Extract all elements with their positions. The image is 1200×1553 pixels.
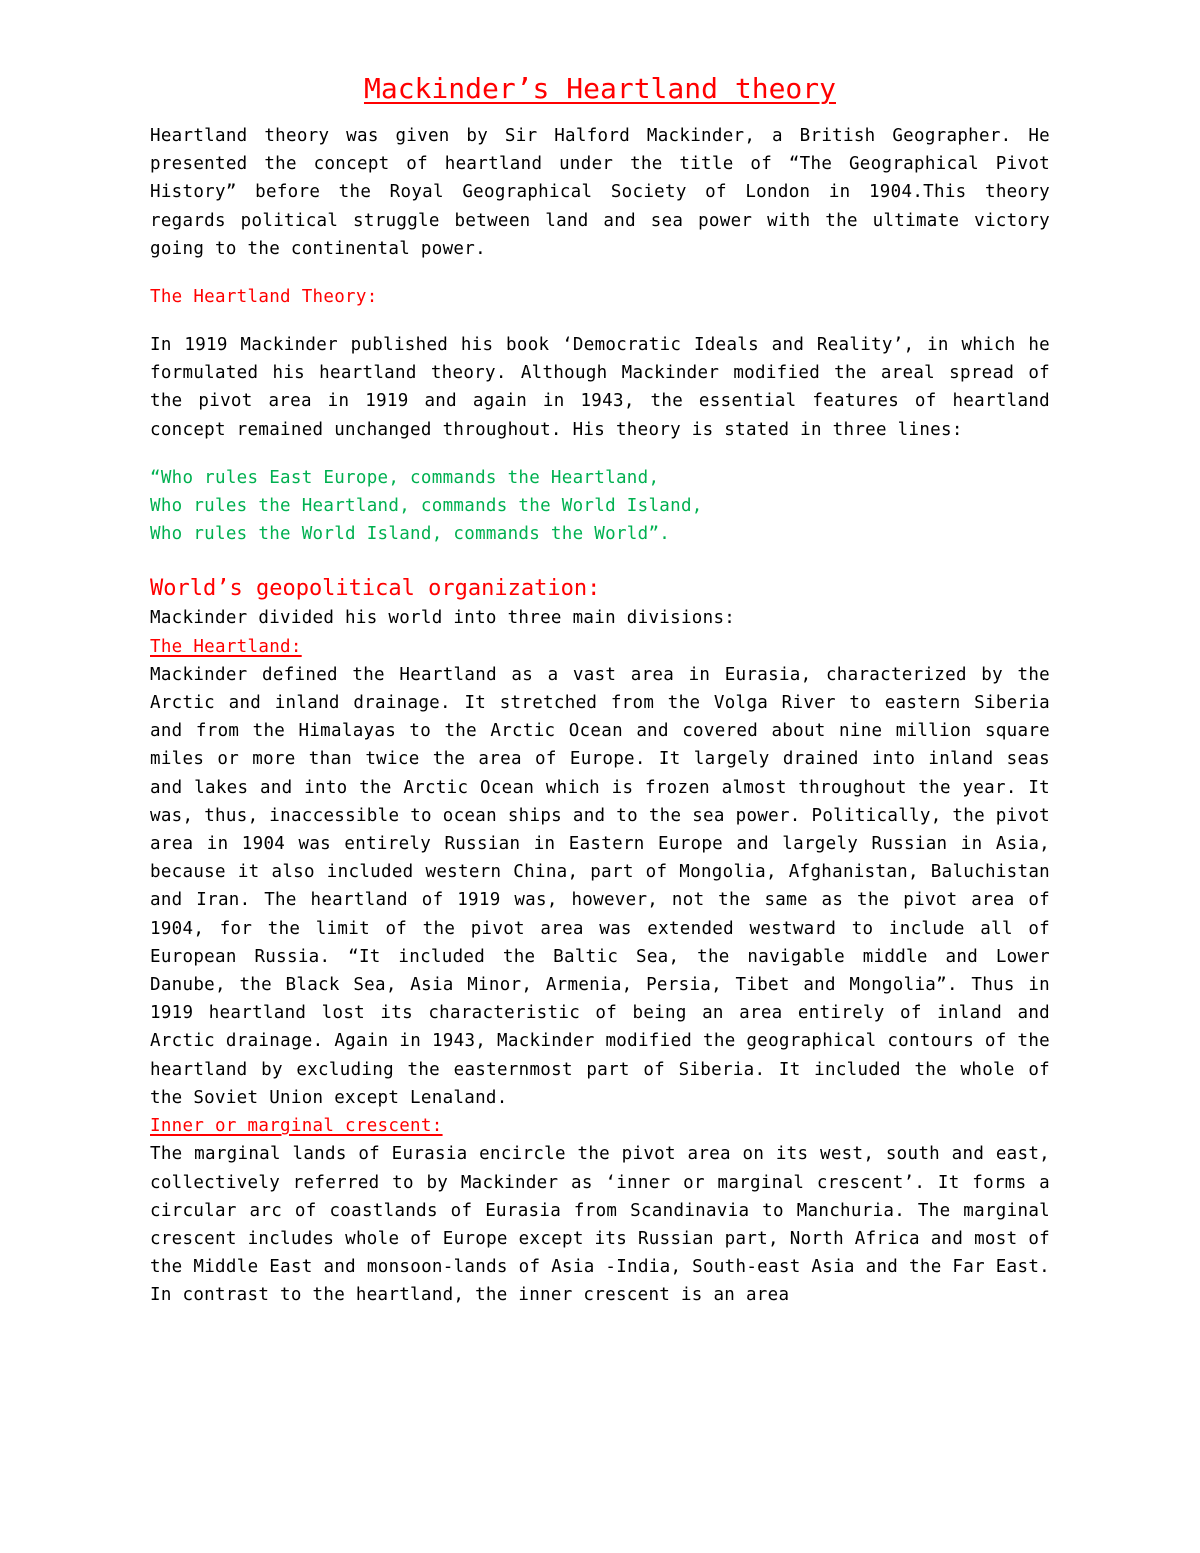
heartland-theory-heading: The Heartland Theory:	[150, 287, 378, 308]
quote-line-1: “Who rules East Europe, commands the Heartland,	[150, 467, 660, 488]
geopolitical-organization-heading: World’s geopolitical organization:	[150, 576, 601, 602]
marginal-crescent-subheading-text: Inner or marginal crescent:	[150, 1116, 443, 1137]
intro-paragraph: Heartland theory was given by Sir Halford Mackinder, a British Geographer. He presented the concept of heartland under the title of “The Geographical Pivot History” before the Royal Geographical Society of London in 1904.This theory regards political struggle between land and sea power with the ultimate victory going to the continental power.	[150, 126, 1050, 259]
document-title: Mackinder’s Heartland theory	[363, 72, 836, 105]
quote-line-2: Who rules the Heartland, commands the World Island,	[150, 496, 703, 517]
geopolitical-organization-intro: Mackinder divided his world into three main divisions:	[150, 608, 736, 629]
marginal-crescent-subheading	[150, 1112, 1050, 1140]
heartland-paragraph: Mackinder defined the Heartland as a vast area in Eurasia, characterized by the Arctic and inland drainage. It stretched from the Volga River to eastern Siberia and from the Himalayas to the Arctic Ocean and covered about nine million square miles or more than twice the area of Europe. It largely drained into inland seas and lakes and into the Arctic Ocean which is frozen almost throughout the year. It was, thus, inaccessible to ocean ships and to the sea power. Politically, the pivot area in 1904 was entirely Russian in Eastern Europe and largely Russian in Asia, because it also included western China, part of Mongolia, Afghanistan, Baluchistan and Iran. The heartland of 1919 was, however, not the same as the pivot area of 1904, for the limit of the pivot area was extended westward to include all of European Russia. “It included the Baltic Sea, the navigable middle and Lower Danube, the Black Sea, Asia Minor, Armenia, Persia, Tibet and Mongolia”. Thus in 1919 heartland lost its characteristic of being an area entirely of inland and Arctic drainage. Again in 1943, Mackinder modified the geographical contours of the heartland by excluding the easternmost part of Siberia. It included the whole of the Soviet Union except Lenaland.	[150, 664, 1050, 1108]
quote-line-3: Who rules the World Island, commands the World”.	[150, 524, 671, 545]
heartland-subheading	[150, 633, 1050, 661]
three-lines-quote	[150, 464, 1050, 549]
heartland-subheading-text: The Heartland:	[150, 636, 302, 657]
marginal-crescent-paragraph: The marginal lands of Eurasia encircle the pivot area on its west, south and east, collectively referred to by Mackinder as ‘inner or marginal crescent’. It forms a circular arc of coastlands of Eurasia from Scandinavia to Manchuria. The marginal crescent includes whole of Europe except its Russian part, North Africa and most of the Middle East and monsoon-lands of Asia -India, South-east Asia and the Far East. In contrast to the heartland, the inner crescent is an area	[150, 1144, 1050, 1306]
document-page	[150, 70, 1050, 1310]
heartland-theory-paragraph: In 1919 Mackinder published his book ‘Democratic Ideals and Reality’, in which he formulated his heartland theory. Although Mackinder modified the areal spread of the pivot area in 1919 and again in 1943, the essential features of heartland concept remained unchanged throughout. His theory is stated in three lines:	[150, 335, 1050, 440]
